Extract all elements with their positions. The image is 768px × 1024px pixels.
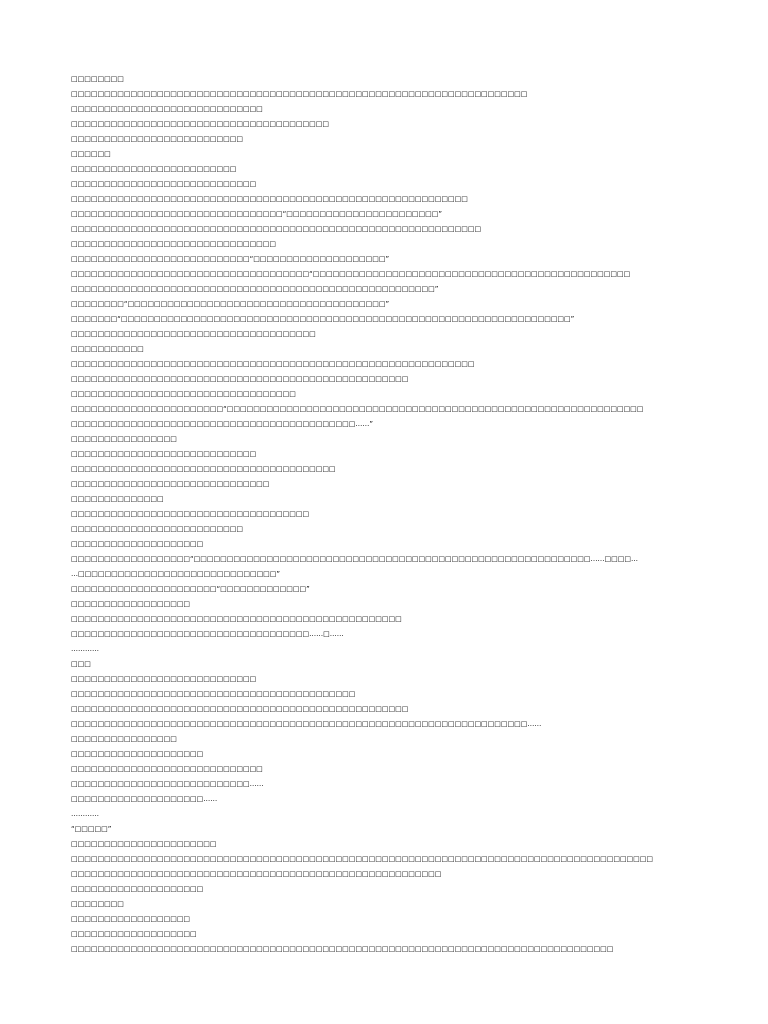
- text-line: □□□□□□□□□□□□□□□□□□□□□□: [71, 840, 217, 848]
- text-line: □□□□□□□□□□□□□□□□□□□□□□□□□□□□□□□□□□□□□□□□□□□□□□□□□□: [71, 615, 402, 623]
- text-line: □□□□□□□□□□□□□□□□: [71, 735, 177, 743]
- text-line: □□□□□□□□□□□□□□□□□□□□□□□□□□□□: [71, 180, 257, 188]
- text-line: □□□□□□□□□□□□□□□□□□□□□□□□□□: [71, 525, 243, 533]
- text-line: □□□□□□□□: [71, 900, 124, 908]
- text-line: □□□□□□□□□□□□□□□□□□□□: [71, 750, 204, 758]
- text-line: □□□□□□□□□□□□□□□□□□□□□□□□□□□□□□: [71, 480, 270, 488]
- text-line: □□□□□□□□□□□□□□□□□□□□□□□□□□□□□□□□□□□□□□□: [71, 120, 329, 128]
- text-line: □□□□□□□□□□□□□□□□□□□□□□□□□□□□□□□□□□□□□: [71, 330, 316, 338]
- text-line: □□□□□□□□□□□□□□□□□□□□□□□□□□□□□□□□□□□□“□□□□□□□□□□□□□□□□□□□□□□□□□□□□□□□□□□□□□□□□□□□□□□□□: [71, 270, 631, 278]
- text-line: □□□□□□□□□□□□□□□□□□□□□□□□□: [71, 165, 237, 173]
- text-line: □□□□□□□□□□□□□□□□□□□□□□□□□□□□□□□□□□□□□□□□□□□□□□□□□□□: [71, 375, 409, 383]
- text-line: □□□□□□□□□□□□□□□□□□□□□□□□□□□□□□□□□□□□□□□□□□□□□□□□□□□□□□□□: [71, 870, 442, 878]
- text-line: □□□□□□□□□□□□□□□□□□□□□□□□□□□□□□□□□□□□□□□□□□□□□□□□□□□□□□□”: [71, 285, 439, 293]
- text-line: □□□□□□□□□□□□□□□□□□□□□□□“□□□□□□□□□□□□□□□□□□□□□□□□□□□□□□□□□□□□□□□□□□□□□□□□□□□□□□□□□□□□□□□: [71, 405, 644, 413]
- text-line: □□□□□□□□□□□□□□□□□□□□……: [71, 795, 218, 803]
- text-line: □□□□□□□□□□□□□□□□□□□□□□□□□□□□□□□□□□□□□□□□□□□……”: [71, 420, 374, 428]
- text-line: □□□□□□□□□□□□□□□□□□□□□□“□□□□□□□□□□□□□”: [71, 585, 310, 593]
- text-line: “□□□□□”: [71, 825, 112, 833]
- text-line: □□□□□□□□□□□: [71, 345, 144, 353]
- text-line: □□□□□□□□□□□□□□□□□□□□□□□□□□□□: [71, 450, 257, 458]
- document-page: [71, 72, 711, 957]
- text-line: □□□□□□: [71, 150, 111, 158]
- text-line: □□□□□□□□□□□□□□□□□□□□: [71, 540, 204, 548]
- text-line: □□□□□□□□□□□□□□□□□□□□□□□□□□□□□□□□□□□□□□□□□□□: [71, 690, 356, 698]
- text-line: □□□□□□□□□□□□□□□□□□□□□□□□□□□□□□□□□□□□□□□□: [71, 465, 336, 473]
- text-line: □□□□□□□□□□□□□□□□□□□□□□□□□□□□□□□□□□□□□□□□□□□□□□□□□□□: [71, 705, 409, 713]
- text-line: □□□□□□□□□□□□□□□□: [71, 435, 177, 443]
- text-line: …□□□□□□□□□□□□□□□□□□□□□□□□□□□□□□”: [71, 570, 281, 578]
- text-line: □□□□□□□□□□□□□□□□□□□□□□□□□□□□□□□□□□□□□□□□□□□□□□□□□□□□□□□□□□□□□□□□□□□□□□□□□□□□□□□□□□□□□□□□: [71, 855, 654, 863]
- text-line: □□□□□□□□□□□□□□□□□□□□□□□□□□□□□□□□□□□□……□……: [71, 630, 344, 638]
- text-line: □□□□□□□□□□□□□□: [71, 495, 164, 503]
- text-line: □□□□□□□□: [71, 75, 124, 83]
- text-line: □□□□□□□□□□□□□□□□□□□□□□□□□□□□□□□□□□□□: [71, 510, 310, 518]
- text-line: …………: [71, 810, 99, 818]
- text-line: □□□□□□□□□□□□□□□□□□□□□□□□□□□□□: [71, 105, 263, 113]
- text-line: □□□□□□□□□□□□□□□□□□□: [71, 930, 197, 938]
- text-line: □□□□□□□□□□□□□□□□□□□□□□□□□□□□□□□□□□□□□□□□□□□□□□□□□□□□□□□□□□□□□: [71, 360, 475, 368]
- text-line: □□□□□□□□□□□□□□□□□□□□□□□□□□□□: [71, 675, 257, 683]
- text-line: □□□□□□□□□□□□□□□□□□□□□□□□□□□□□□□□“□□□□□□□□□□□□□□□□□□□□□□□”: [71, 210, 443, 218]
- text-line: □□□□□□□□□□□□□□□□□□: [71, 915, 191, 923]
- text-line: □□□□□□□□□□□□□□□□□□□□□□□□□□□□□□□□□□□□□□□□□□□□□□□□□□□□□□□□□□□□□□□□□□□□□□□□□□□□□□□□□□: [71, 945, 614, 953]
- text-line: □□□□□□□□□□□□□□□□□□□□□□□□□□□“□□□□□□□□□□□□□□□□□□□□”: [71, 255, 390, 263]
- text-line: □□□□□□□□□□□□□□□□□□“□□□□□□□□□□□□□□□□□□□□□□□□□□□□□□□□□□□□□□□□□□□□□□□□□□□□□□□□□□□□……□□□□…: [71, 555, 638, 563]
- text-line: …………: [71, 645, 99, 653]
- text-line: □□□□□□□□□□□□□□□□□□□□□□□□□□□□□□□□□□□□□□□□□□□□□□□□□□□□□□□□□□□□□□□□□□□□□: [71, 90, 528, 98]
- text-line: □□□□□□□□□□□□□□□□□□□□□□□□□□□□□□□□□□: [71, 390, 296, 398]
- text-line: □□□□□□□□“□□□□□□□□□□□□□□□□□□□□□□□□□□□□□□□□□□□□□□□”: [71, 300, 390, 308]
- text-line: □□□□□□□□□□□□□□□□□□□□□□□□□□□……: [71, 780, 264, 788]
- text-line: □□□□□□□□□□□□□□□□□□□□□□□□□□□□□□□: [71, 240, 277, 248]
- text-line: □□□□□□□□□□□□□□□□□□□□□□□□□□□□□: [71, 765, 263, 773]
- text-line: □□□□□□□□□□□□□□□□□□□□□□□□□□□□□□□□□□□□□□□□□□□□□□□□□□□□□□□□□□□□: [71, 195, 468, 203]
- text-line: □□□□□□□□□□□□□□□□□□□□□□□□□□□□□□□□□□□□□□□□□□□□□□□□□□□□□□□□□□□□□□□□□□□□□……: [71, 720, 542, 728]
- text-line: □□□: [71, 660, 91, 668]
- text-line: □□□□□□□□□□□□□□□□□□□□: [71, 885, 204, 893]
- text-line: □□□□□□□“□□□□□□□□□□□□□□□□□□□□□□□□□□□□□□□□□□□□□□□□□□□□□□□□□□□□□□□□□□□□□□□□□□□□”: [71, 315, 575, 323]
- text-line: □□□□□□□□□□□□□□□□□□□□□□□□□□□□□□□□□□□□□□□□□□□□□□□□□□□□□□□□□□□□□□: [71, 225, 482, 233]
- text-line: □□□□□□□□□□□□□□□□□□□□□□□□□□: [71, 135, 243, 143]
- text-line: □□□□□□□□□□□□□□□□□□: [71, 600, 191, 608]
